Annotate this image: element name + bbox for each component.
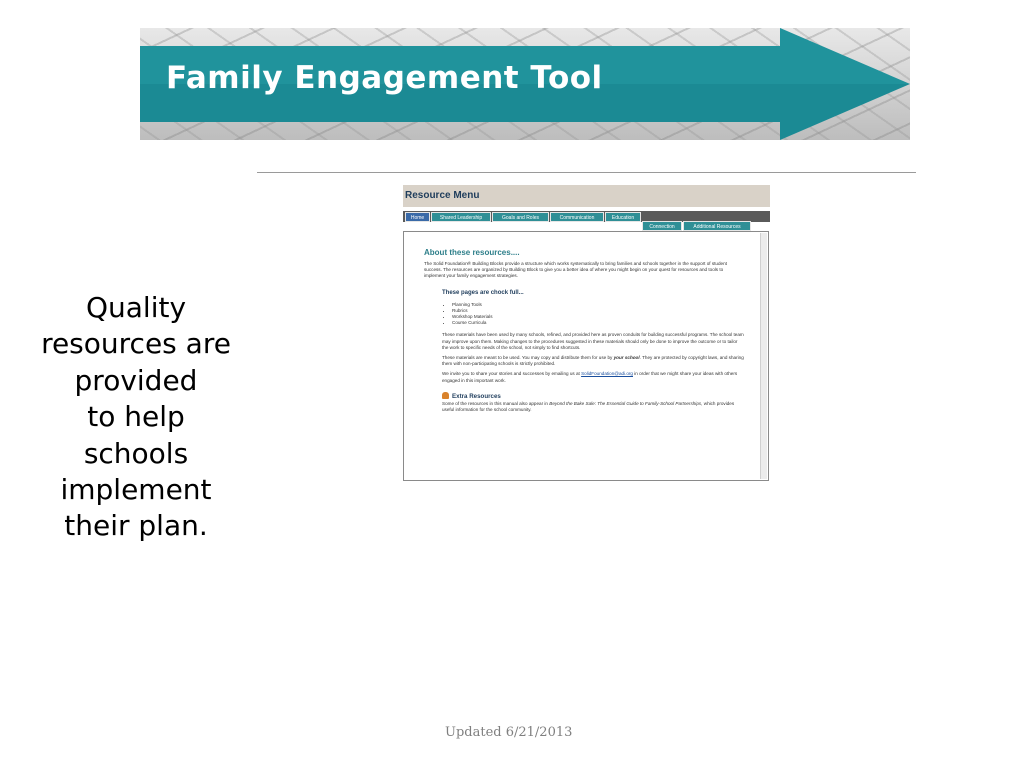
tab-home[interactable]: Home (405, 212, 430, 222)
copyright-text: These materials are meant to be used. You may copy and distribute them for use by your school. They are protected by copyright laws, and sharing them with non-participating schools is strictly prohibited. (442, 355, 744, 367)
tab-connection[interactable]: Connection (642, 221, 682, 231)
list-item: • Workshop Materials (452, 314, 744, 320)
resource-menu-screenshot (403, 185, 770, 483)
extra-resources-heading: Extra Resources (442, 392, 744, 400)
tab-education[interactable]: Education (605, 212, 641, 222)
slide-caption: Quality resources are provided to help schools implement their plan. (41, 291, 231, 543)
extra-resources-text: Some of the resources in this manual also appear in Beyond the Bake Sale: The Essential Guide to Family-School Partnerships, which provides useful information for the school community. (442, 400, 735, 413)
scrollbar[interactable] (760, 233, 767, 479)
tab-goals-and-roles[interactable]: Goals and Roles (492, 212, 549, 222)
resource-content (424, 248, 744, 417)
tab-additional-resources[interactable]: Additional Resources (683, 221, 751, 231)
updated-date: Updated 6/21/2013 (445, 725, 573, 740)
list-item: • Course Curricula (452, 320, 744, 326)
resource-panel (403, 231, 769, 481)
tab-shared-leadership[interactable]: Shared Leadership (431, 212, 491, 222)
resource-list (442, 302, 744, 327)
resources-body (442, 290, 744, 414)
usage-text: These materials have been used by many schools, refined, and provided here as proven conduits for building successful programs. The school team may improve upon them. Making changes to the procedures suggested in these materials should only be done to improve the outcome or to tailor the work to specific needs of the school, not simply to find shortcuts. (442, 332, 744, 350)
intro-text: The Solid Foundation® Building Blocks provide a structure which works systematically to bring families and schools together in the support of student success. The resources are organized by Building Block to give you a better idea of where you might begin on your quest for resources and tools to implement your family engagement strategies. (424, 261, 727, 279)
divider (257, 172, 916, 173)
list-item: • Planning Tools (452, 302, 744, 308)
resource-menu-header (403, 185, 770, 207)
cupcake-icon (442, 392, 449, 399)
list-heading: These pages are chock full... (442, 289, 524, 296)
resource-menu-title: Resource Menu (405, 190, 480, 201)
tab-communication[interactable]: Communication (550, 212, 604, 222)
about-heading: About these resources.... (424, 248, 520, 257)
banner-title: Family Engagement Tool (166, 60, 603, 96)
banner (140, 28, 910, 140)
list-item: • Rubrics (452, 308, 744, 314)
share-text: We invite you to share your stories and successes by emailing us at SolidFoundation@adi.org in order that we might share your ideas with others engaged in this important work. (442, 371, 738, 383)
email-link[interactable]: SolidFoundation@adi.org (581, 371, 633, 377)
